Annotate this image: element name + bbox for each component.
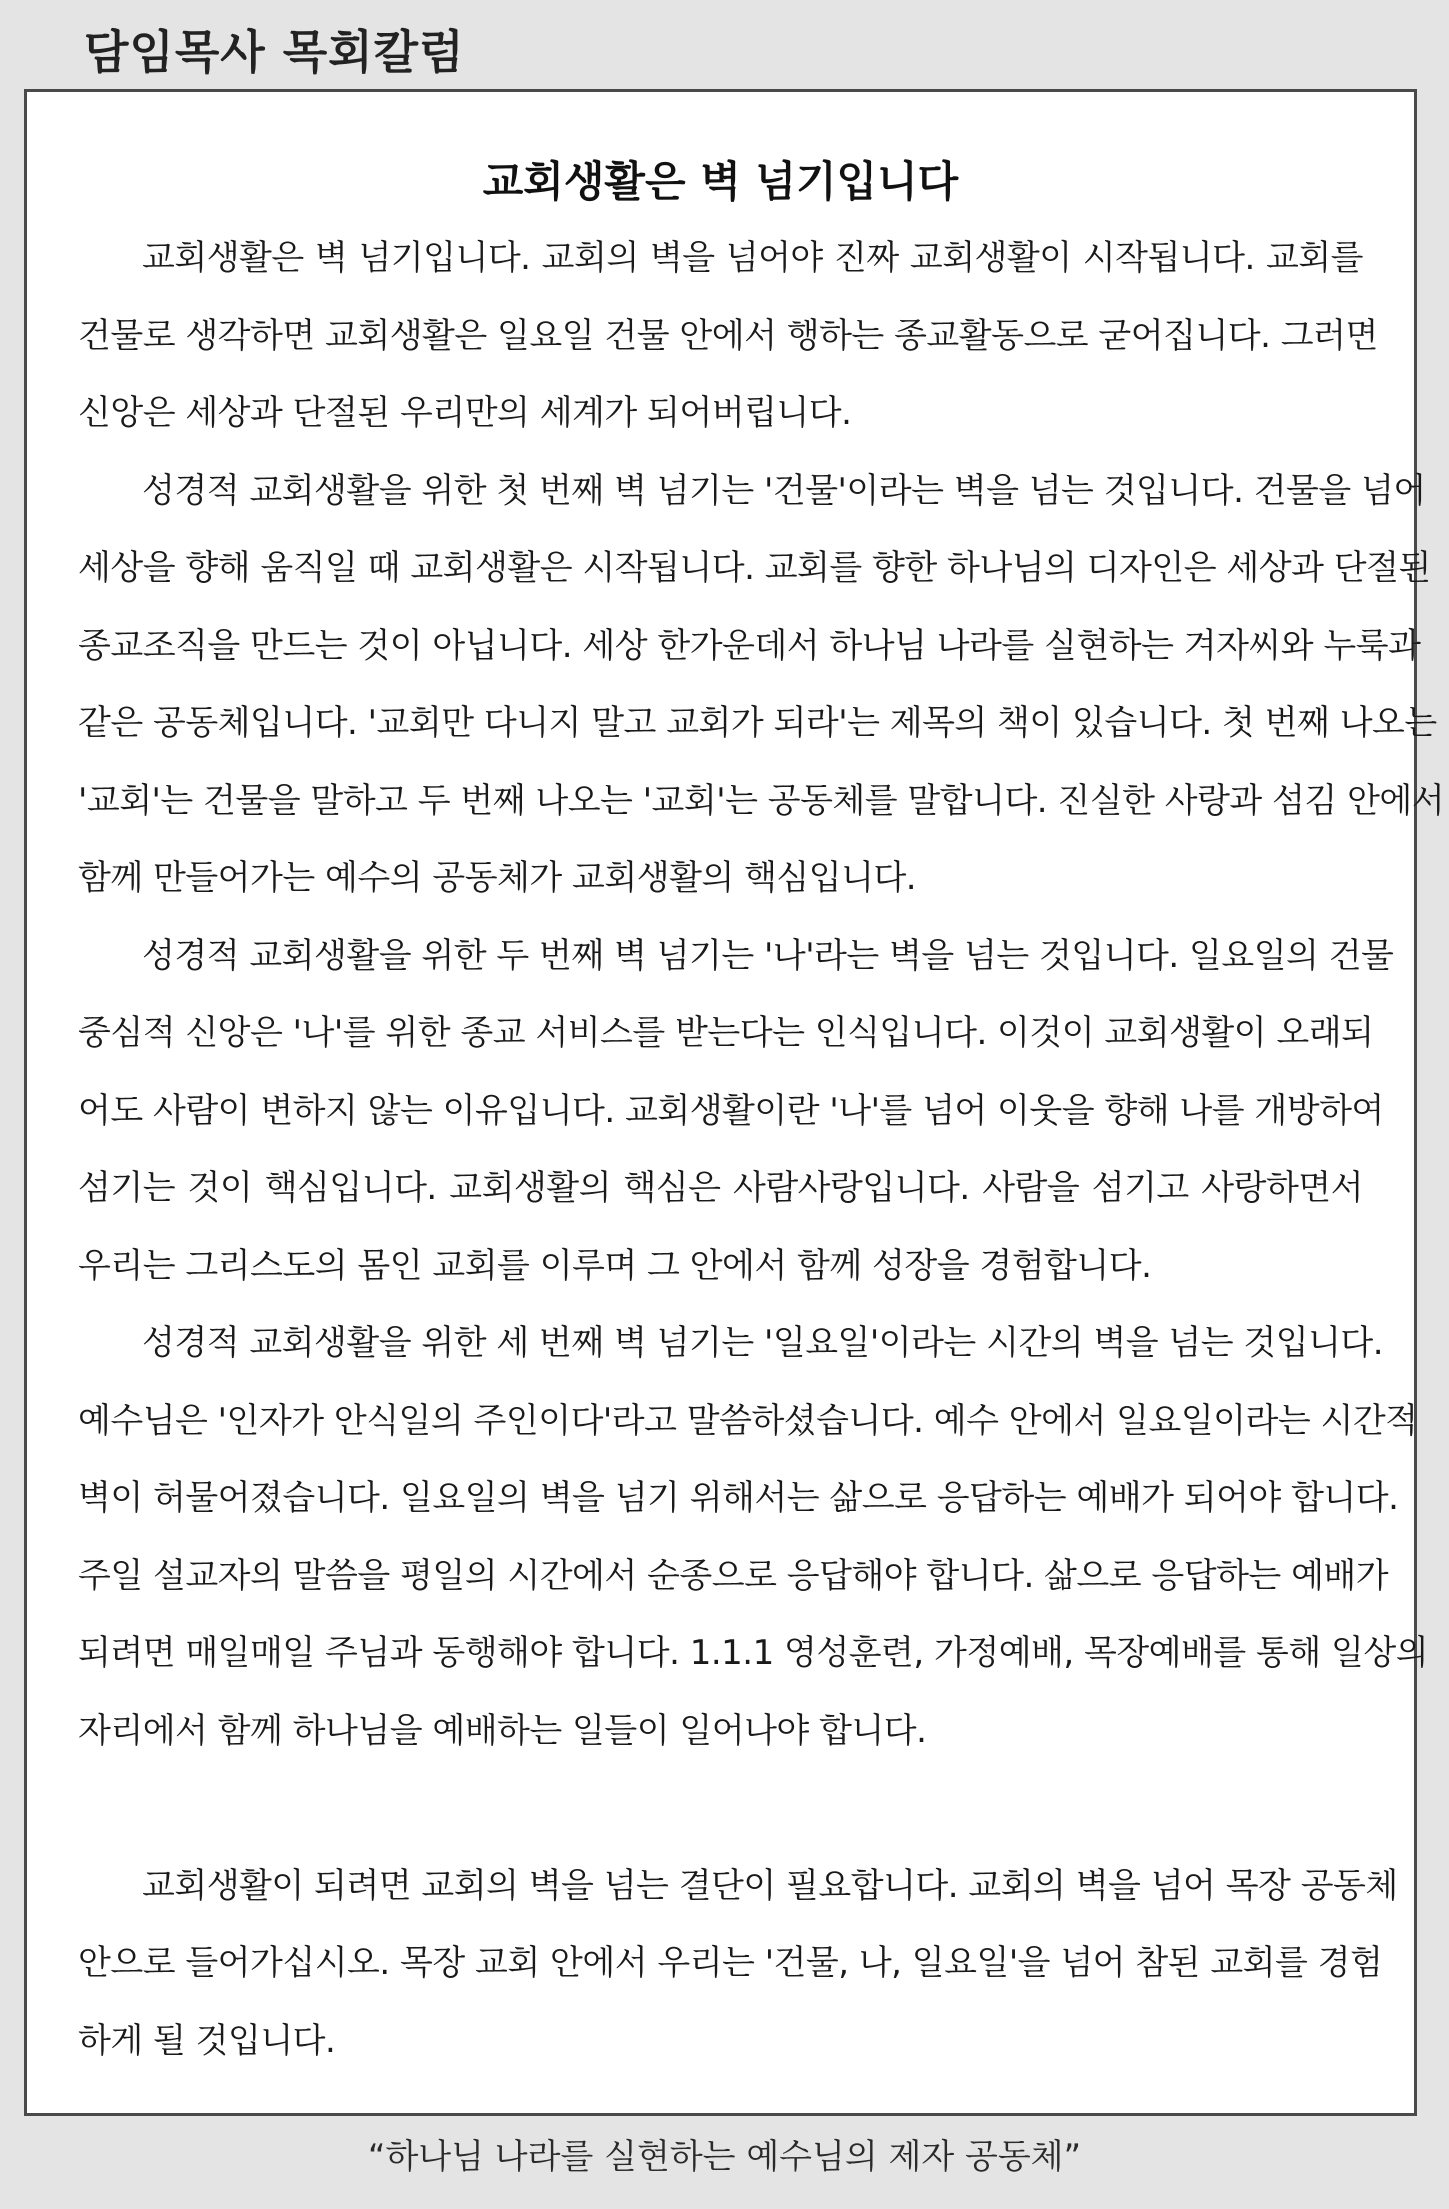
paragraph-line: '교회'는 건물을 말하고 두 번째 나오는 '교회'는 공동체를 말합니다. 진실한 사랑과 섬김 안에서 [78, 780, 1445, 821]
paragraph-line: 섬기는 것이 핵심입니다. 교회생활의 핵심은 사람사랑입니다. 사람을 섬기고 사랑하면서 [78, 1168, 1363, 1208]
paragraph-4 [78, 1305, 1429, 1770]
column-header-title: 담임목사 목회칼럼 [84, 25, 465, 79]
paragraph-line: 성경적 교회생활을 위한 두 번째 벽 넘기는 '나'라는 벽을 넘는 것입니다. 일요일의 건물 [142, 935, 1394, 976]
paragraph-line: 벽이 허물어졌습니다. 일요일의 벽을 넘기 위해서는 삶으로 응답하는 예배가 되어야 합니다. [78, 1478, 1399, 1518]
paragraph-spacer [78, 1770, 1363, 1848]
paragraph-line: 중심적 신앙은 '나'를 위한 종교 서비스를 받는다는 인식입니다. 이것이 교회생활이 오래되 [78, 1013, 1374, 1053]
paragraph-line: 교회생활은 벽 넘기입니다. 교회의 벽을 넘어야 진짜 교회생활이 시작됩니다. 교회를 [142, 238, 1363, 278]
paragraph-line: 건물로 생각하면 교회생활은 일요일 건물 안에서 행하는 종교활동으로 굳어집니다. 그러면 [78, 315, 1378, 356]
paragraph-line: 함께 만들어가는 예수의 공동체가 교회생활의 핵심입니다. [78, 858, 917, 898]
paragraph-line: 주일 설교자의 말씀을 평일의 시간에서 순종으로 응답해야 합니다. 삶으로 응답하는 예배가 [78, 1555, 1389, 1596]
paragraph-3 [78, 918, 1394, 1306]
paragraph-line: 예수님은 '인자가 안식일의 주인이다'라고 말씀하셨습니다. 예수 안에서 일요일이라는 시간적 [78, 1400, 1418, 1441]
paragraph-line: 안으로 들어가십시오. 목장 교회 안에서 우리는 '건물, 나, 일요일'을 넘어 참된 교회를 경험 [78, 1943, 1383, 1983]
paragraph-5 [78, 1848, 1398, 2081]
paragraph-line: 성경적 교회생활을 위한 첫 번째 벽 넘기는 '건물'이라는 벽을 넘는 것입니다. 건물을 넘어 [142, 470, 1426, 511]
paragraph-1 [78, 220, 1378, 453]
paragraph-line: 세상을 향해 움직일 때 교회생활은 시작됩니다. 교회를 향한 하나님의 디자인은 세상과 단절된 [78, 548, 1431, 588]
paragraph-line: 신앙은 세상과 단절된 우리만의 세계가 되어버립니다. [78, 393, 852, 433]
paragraph-line: 자리에서 함께 하나님을 예배하는 일들이 일어나야 합니다. [78, 1710, 927, 1751]
paragraph-line: 성경적 교회생활을 위한 세 번째 벽 넘기는 '일요일'이라는 시간의 벽을 넘는 것입니다. [142, 1323, 1384, 1363]
paragraph-line: 우리는 그리스도의 몸인 교회를 이루며 그 안에서 함께 성장을 경험합니다. [78, 1245, 1152, 1286]
paragraph-line: 하게 될 것입니다. [78, 2020, 336, 2061]
paragraph-line: 어도 사람이 변하지 않는 이유입니다. 교회생활이란 '나'를 넘어 이웃을 향해 나를 개방하여 [78, 1090, 1384, 1131]
article-box [24, 89, 1445, 2116]
paragraph-line: 되려면 매일매일 주님과 동행해야 합니다. 1.1.1 영성훈련, 가정예배, 목장예배를 통해 일상의 [78, 1633, 1429, 1673]
paragraph-line: 교회생활이 되려면 교회의 벽을 넘는 결단이 필요합니다. 교회의 벽을 넘어 목장 공동체 [142, 1865, 1398, 1906]
footer-motto: “하나님 나라를 실현하는 예수님의 제자 공동체” [367, 2137, 1082, 2177]
article-title: 교회생활은 벽 넘기입니다 [482, 157, 959, 206]
paragraph-2 [78, 453, 1445, 918]
article-body [78, 220, 1445, 2080]
paragraph-line: 종교조직을 만드는 것이 아닙니다. 세상 한가운데서 하나님 나라를 실현하는 겨자씨와 누룩과 [78, 625, 1421, 666]
paragraph-line: 같은 공동체입니다. '교회만 다니지 말고 교회가 되라'는 제목의 책이 있습니다. 첫 번째 나오는 [78, 703, 1437, 743]
